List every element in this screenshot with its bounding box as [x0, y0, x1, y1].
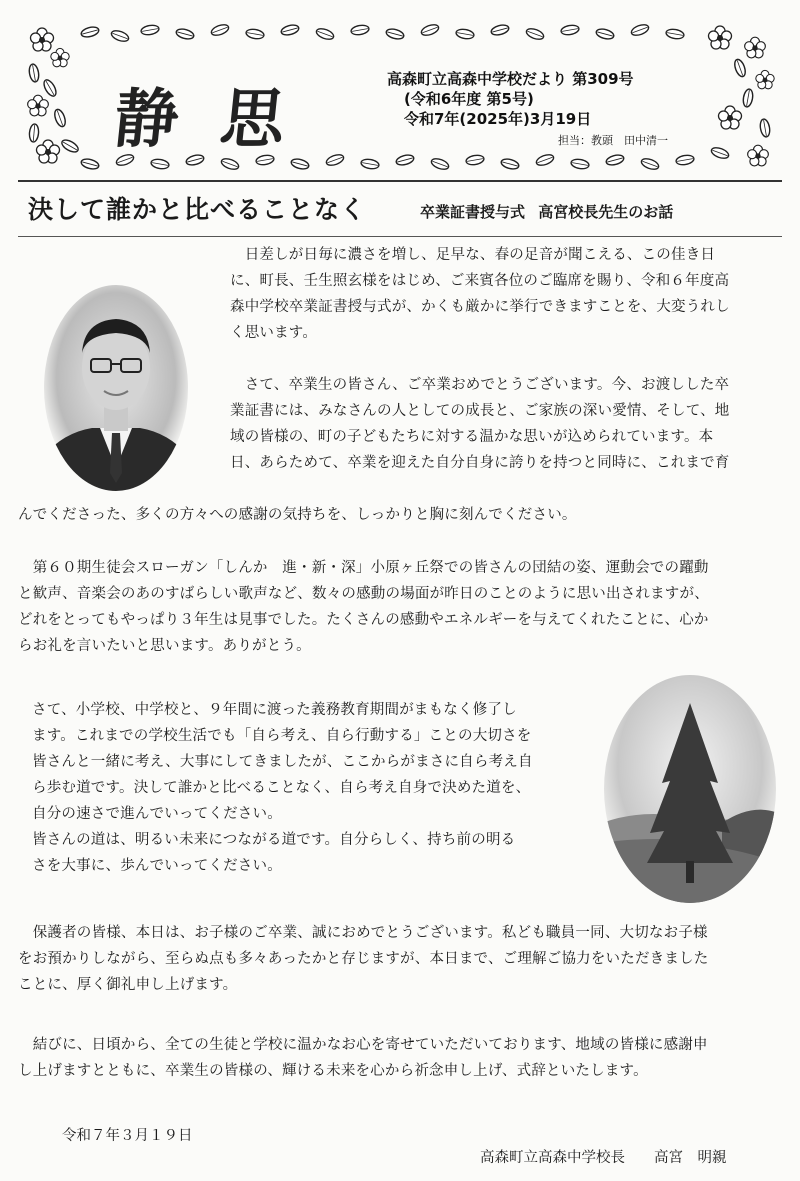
text-line: く思います。 [230, 325, 318, 341]
tree-photo [602, 673, 778, 905]
header-rule [18, 180, 782, 182]
text-line: をお預かりしながら、至らぬ点も多々あったかと存じますが、本日まで、ご理解ご協力をいただきました [18, 951, 709, 967]
paragraph-future-path [32, 697, 592, 879]
text-line: んでくださった、多くの方々への感謝の気持ちを、しっかりと胸に刻んでください。 [18, 507, 577, 523]
text-line: に、町長、壬生照玄様をはじめ、ご来賓各位のご臨席を賜り、令和６年度高 [230, 273, 730, 289]
issue-subline: (令和6年度 第5号) [404, 90, 534, 108]
article-headline: 決して誰かと比べることなく [28, 195, 367, 224]
paragraph-guardians [18, 920, 780, 998]
paragraph-opening [230, 242, 778, 346]
text-line: し上げますとともに、卒業生の皆様の、輝ける未来を心から祈念申し上げ、式辞といたします。 [18, 1063, 648, 1079]
text-line: と歓声、音楽会のあのすばらしい歌声など、数々の感動の場面が昨日のことのように思い出されますが、 [18, 586, 709, 602]
newsletter-title: 静 思 [110, 82, 299, 157]
text-line: 日、あらためて、卒業を迎えた自分自身に誇りを持つと同時に、これまで育 [230, 455, 730, 471]
text-line: どれをとってもやっぱり３年生は見事でした。たくさんの感動やエネルギーを与えてくれたことに、心か [18, 612, 709, 628]
headline-rule [18, 236, 782, 237]
text-line: ます。これまでの学校生活でも「自ら考え、自ら行動する」ことの大切さを [32, 728, 532, 744]
text-line: ことに、厚く御礼申し上げます。 [18, 977, 238, 993]
text-line: 結びに、日頃から、全ての生徒と学校に温かなお心を寄せていただいております、地域の皆様に感謝申 [18, 1037, 708, 1053]
text-line: 業証書には、みなさんの人としての成長と、ご家族の深い愛情、そして、地 [230, 403, 730, 419]
text-line: 第６０期生徒会スローガン「しんか 進・新・深」小原ヶ丘祭での皆さんの団結の姿、運動会での躍動 [18, 560, 709, 576]
text-line: 保護者の皆様、本日は、お子様のご卒業、誠におめでとうございます。私ども職員一同、大切なお子様 [18, 925, 708, 941]
text-line: さを大事に、歩んでいってください。 [32, 858, 282, 874]
paragraph-closing [18, 1032, 780, 1084]
principal-signature: 高森町立高森中学校長 高宮 明親 [480, 1150, 727, 1166]
text-line: 日差しが日毎に濃さを増し、足早な、春の足音が聞こえる、この佳き日 [230, 247, 716, 263]
masthead [20, 18, 782, 176]
paragraph-memories [18, 555, 780, 659]
text-line: 皆さんの道は、明るい未来につながる道です。自分らしく、持ち前の明る [32, 832, 516, 848]
paragraph-congratulations-cont [18, 502, 780, 528]
issue-line: 高森町立高森中学校だより 第309号 [387, 70, 634, 88]
text-line: 域の皆様の、町の子どもたちに対する温かな思いが込められています。本 [230, 429, 714, 445]
editor-credit: 担当：教頭 田中清一 [558, 134, 668, 147]
text-line: さて、卒業生の皆さん、ご卒業おめでとうございます。今、お渡しした卒 [230, 377, 730, 393]
text-line: 皆さんと一緒に考え、大事にしてきましたが、ここからがまさに自ら考え自 [32, 754, 533, 770]
issue-date: 令和7年(2025年)3月19日 [404, 110, 592, 128]
text-line: 森中学校卒業証書授与式が、かくも厳かに挙行できますことを、大変うれし [230, 299, 730, 315]
text-line: さて、小学校、中学校と、９年間に渡った義務教育期間がまもなく修了し [32, 702, 517, 718]
closing-date: 令和７年３月１９日 [62, 1128, 193, 1144]
text-line: 自分の速さで進んでいってください。 [32, 806, 282, 822]
article-subheadline: 卒業証書授与式 高宮校長先生のお話 [420, 203, 674, 221]
paragraph-congratulations [230, 372, 778, 476]
text-line: らお礼を言いたいと思います。ありがとう。 [18, 638, 311, 654]
principal-portrait [42, 283, 190, 493]
text-line: ら歩む道です。決して誰かと比べることなく、自ら考え自身で決めた道を、 [32, 780, 531, 796]
